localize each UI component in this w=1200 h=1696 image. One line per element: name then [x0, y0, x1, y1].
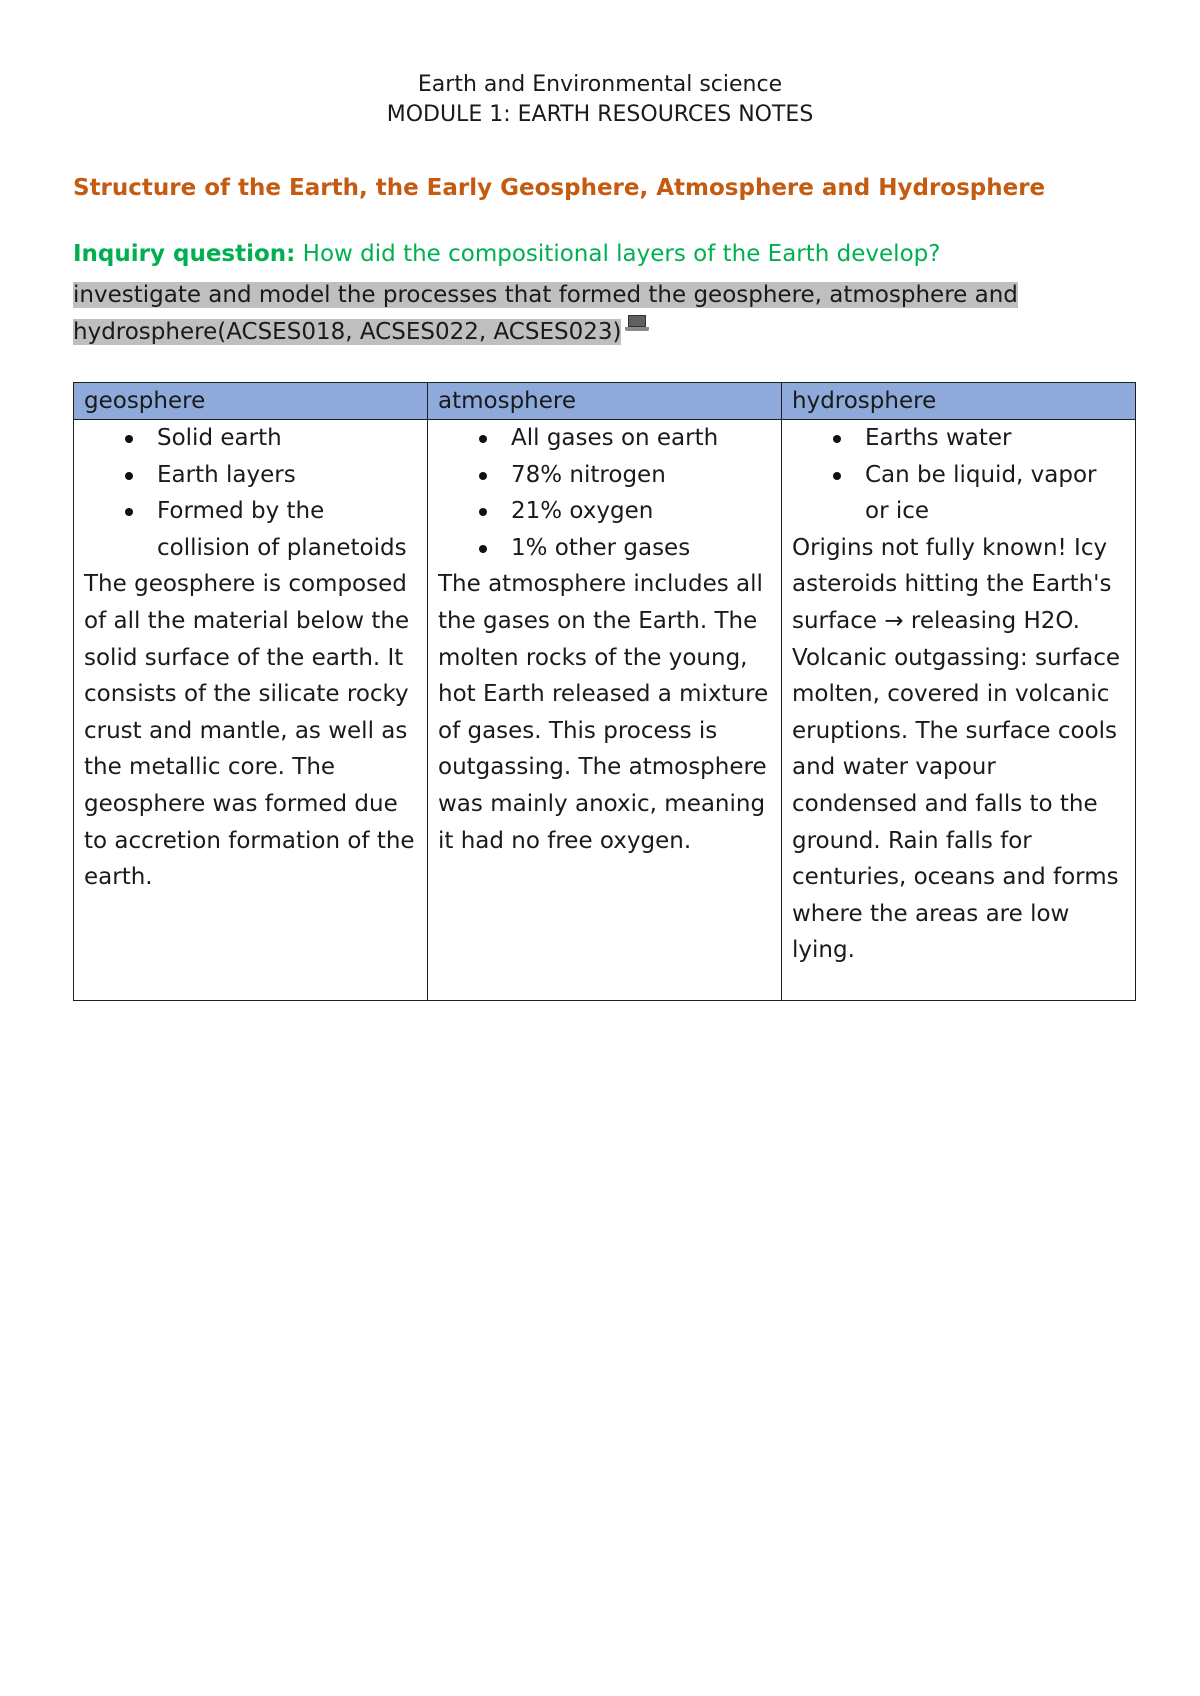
- geosphere-cell: [74, 420, 428, 1001]
- header-course-title: Earth and Environmental science: [417, 72, 783, 97]
- inquiry-question: [73, 241, 940, 267]
- atmosphere-bullets: [438, 420, 771, 566]
- list-item: 1% other gases: [511, 530, 771, 567]
- inquiry-label: Inquiry question:: [73, 241, 296, 267]
- geosphere-description: The geosphere is composed of all the material below the solid surface of the earth. It consists of the silicate rocky crust and mantle, as well as the metallic core. The geosphere was formed due to accretion formation of the earth.: [84, 571, 415, 891]
- list-item: 78% nitrogen: [511, 457, 771, 494]
- header-module-title: MODULE 1: EARTH RESOURCES NOTES: [386, 102, 814, 127]
- outcome-text: investigate and model the processes that formed the geosphere, atmosphere and hydrosphere(ACSES018, ACSES022, ACSES023): [73, 282, 1018, 345]
- hydrosphere-cell: [782, 420, 1136, 1001]
- laptop-icon: [625, 315, 649, 333]
- table-header-row: [74, 383, 1136, 420]
- atmosphere-description: The atmosphere includes all the gases on the Earth. The molten rocks of the young, hot Earth released a mixture of gases. This process is outgassing. The atmosphere was mainly anoxic, meaning it had no free oxygen.: [438, 571, 769, 854]
- header-atmosphere: atmosphere: [428, 383, 782, 420]
- header-hydrosphere: hydrosphere: [782, 383, 1136, 420]
- list-item: 21% oxygen: [511, 493, 771, 530]
- list-item: Earth layers: [157, 457, 417, 494]
- table-row: [74, 420, 1136, 1001]
- atmosphere-cell: [428, 420, 782, 1001]
- document-header: [0, 70, 1200, 130]
- list-item: Earths water: [865, 420, 1125, 457]
- syllabus-outcome: [73, 277, 1083, 351]
- inquiry-text: How did the compositional layers of the Earth develop?: [295, 241, 941, 267]
- hydrosphere-description: Origins not fully known! Icy asteroids hitting the Earth's surface → releasing H2O. Volcanic outgassing: surface molten, covered in volcanic eruptions. The surface cools and water vapour condensed and falls to the ground. Rain falls for centuries, oceans and forms where the areas are low lying.: [792, 534, 1121, 964]
- geosphere-bullets: [84, 420, 417, 566]
- list-item: Solid earth: [157, 420, 417, 457]
- list-item: Formed by the collision of planetoids: [157, 493, 417, 566]
- header-geosphere: geosphere: [74, 383, 428, 420]
- section-heading: Structure of the Earth, the Early Geosphere, Atmosphere and Hydrosphere: [73, 175, 1046, 201]
- hydrosphere-bullets: [792, 420, 1125, 530]
- spheres-table: [73, 382, 1136, 1001]
- list-item: Can be liquid, vapor or ice: [865, 457, 1125, 530]
- list-item: All gases on earth: [511, 420, 771, 457]
